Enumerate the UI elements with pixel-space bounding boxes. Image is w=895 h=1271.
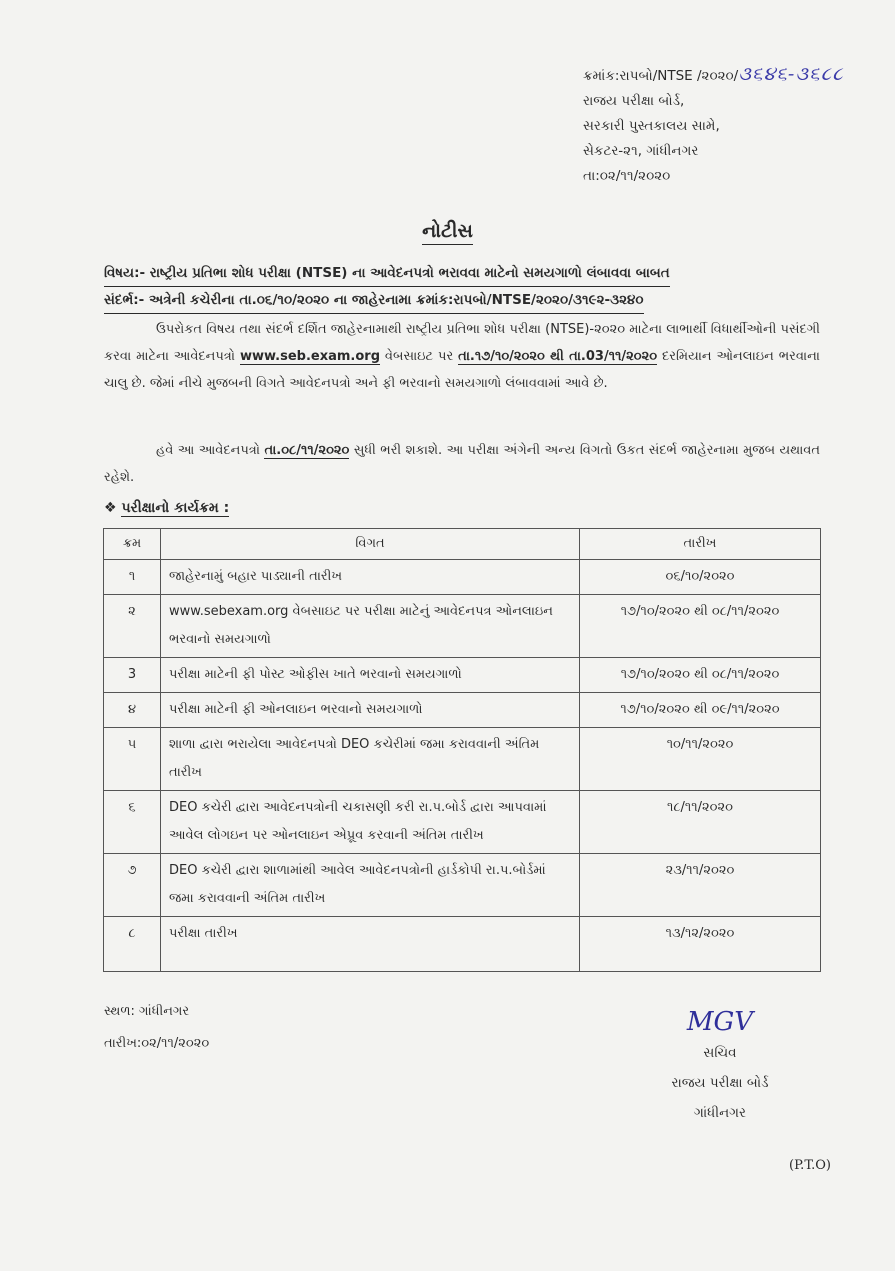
notice-title: નોટીસ bbox=[0, 220, 895, 242]
table-row: ૭ DEO કચેરી દ્વારા શાળામાંથી આવેલ આવેદનપત્રોની હાર્ડકોપી રા.પ.બોર્ડમાં જમા કરાવવાની અંતિમ તારીખ ૨૩/૧૧/૨૦૨૦ bbox=[104, 854, 821, 917]
place-label: સ્થળ: ગાંધીનગર bbox=[104, 1004, 190, 1019]
schedule-table bbox=[103, 528, 821, 972]
website-link[interactable]: www.seb.exam.org bbox=[239, 349, 381, 364]
header-detail: વિગત bbox=[161, 529, 580, 560]
pto-label: (P.T.O) bbox=[789, 1158, 831, 1173]
table-row: ૨ www.sebexam.org વેબસાઇટ પર પરીક્ષા માટેનું આવેદનપત્ર ઓનલાઇન ભરવાનો સમયગાળો ૧૭/૧૦/૨૦૨૦ થી ૦૮/૧૧/૨૦૨૦ bbox=[104, 595, 821, 658]
application-dates: તા.૧૭/૧૦/૨૦૨૦ થી તા.03/૧૧/૨૦૨૦ bbox=[458, 349, 658, 364]
paragraph-1: ઉપરોકત વિષય તથા સંદર્ભ દર્શિત જાહેરનામાથી રાષ્ટ્રીય પ્રતિભા શોધ પરીક્ષા (NTSE)-૨૦૨૦ માટેના લાભાર્થી વિધાર્થીઓની પસંદગી કરવા માટેના આવેદનપત્રો www.seb.exam.org વેબસાઇટ પર તા.૧૭/૧૦/૨૦૨૦ થી તા.03/૧૧/૨૦૨૦ દરમિયાન ઓનલાઇન ભરવાના ચાલુ છે. જેમાં નીચે મુજબની વિગતે આવેદનપત્રો અને ફી ભરવાનો સમયગાળો લંબાવવામાં આવે છે. bbox=[104, 322, 820, 391]
signatory-city: ગાંધીનગર bbox=[693, 1105, 746, 1121]
signatory-office: રાજય પરીક્ષા બોર્ડ bbox=[671, 1075, 769, 1091]
table-row: ૪ પરીક્ષા માટેની ફી ઓનલાઇન ભરવાનો સમયગાળો ૧૭/૧૦/૨૦૨૦ થી ૦૯/૧૧/૨૦૨૦ bbox=[104, 693, 821, 728]
footer-date: તારીખ:૦૨/૧૧/૨૦૨૦ bbox=[104, 1036, 210, 1051]
diamond-bullet-icon: ❖ bbox=[104, 500, 117, 516]
schedule-heading: ❖ પરીક્ષાનો કાર્યક્રમ : bbox=[104, 500, 230, 516]
address-line-3: સેકટર-૨૧, ગાંધીનગર bbox=[583, 143, 699, 159]
issue-date: તા:૦૨/૧૧/૨૦૨૦ bbox=[583, 168, 671, 184]
table-row: 3 પરીક્ષા માટેની ફી પોસ્ટ ઓફીસ ખાતે ભરવાનો સમયગાળો ૧૭/૧૦/૨૦૨૦ થી ૦૮/૧૧/૨૦૨૦ bbox=[104, 658, 821, 693]
signature: MGV bbox=[686, 1007, 754, 1037]
signatory-title: સચિવ bbox=[703, 1045, 737, 1061]
subject-block bbox=[104, 260, 670, 314]
table-row: ૧ જાહેરનામું બહાર પાડ્યાની તારીખ ૦૬/૧૦/૨૦૨૦ bbox=[104, 560, 821, 595]
address-line-1: રાજય પરીક્ષા બોર્ડ, bbox=[583, 93, 685, 109]
table-row: ૮ પરીક્ષા તારીખ ૧૩/૧૨/૨૦૨૦ bbox=[104, 917, 821, 972]
paragraph-2: હવે આ આવેદનપત્રો તા.૦૮/૧૧/૨૦૨૦ સુધી ભરી શકાશે. આ પરીક્ષા અંગેની અન્ય વિગતો ઉકત સંદર્ભ જાહેરનામા મુજબ યથાવત રહેશે. bbox=[104, 443, 820, 485]
reference-line: સંદર્ભ:- અત્રેની કચેરીના તા.૦૬/૧૦/૨૦૨૦ ના જાહેરનામા ક્રમાંક:રાપબો/NTSE/૨૦૨૦/૩૧૯૨-૩૨૪૦ bbox=[104, 287, 644, 314]
table-row: ૫ શાળા દ્વારા ભરાયેલા આવેદનપત્રો DEO કચેરીમાં જમા કરાવવાની અંતિમ તારીખ ૧૦/૧૧/૨૦૨૦ bbox=[104, 728, 821, 791]
sender-address bbox=[583, 62, 844, 189]
subject-line: વિષય:- રાષ્ટ્રીય પ્રતિભા શોધ પરીક્ષા (NTSE) ના આવેદનપત્રો ભરાવવા માટેનો સમયગાળો લંબાવવા બાબત bbox=[104, 260, 670, 287]
place-date-block bbox=[104, 996, 209, 1060]
table-row: ૬ DEO કચેરી દ્વારા આવેદનપત્રોની ચકાસણી કરી રા.પ.બોર્ડ દ્વારા આપવામાં આવેલ લોગઇન પર ઓનલાઇન એપ્રૂવ કરવાની અંતિમ તારીખ ૧૮/૧૧/૨૦૨૦ bbox=[104, 791, 821, 854]
handwritten-ref-number: ૩૬૪૬-૩૬૮૮ bbox=[738, 63, 844, 85]
header-date: તારીખ bbox=[580, 529, 821, 560]
header-serial: ક્રમ bbox=[104, 529, 161, 560]
extended-date: તા.૦૮/૧૧/૨૦૨૦ bbox=[264, 443, 350, 458]
reference-number: ક્રમાંક:રાપબો/NTSE /૨૦૨૦/૩૬૪૬-૩૬૮૮ bbox=[583, 63, 844, 85]
signature-block bbox=[640, 1006, 800, 1128]
table-header-row bbox=[104, 529, 821, 560]
address-line-2: સરકારી પુસ્તકાલય સામે, bbox=[583, 118, 720, 134]
